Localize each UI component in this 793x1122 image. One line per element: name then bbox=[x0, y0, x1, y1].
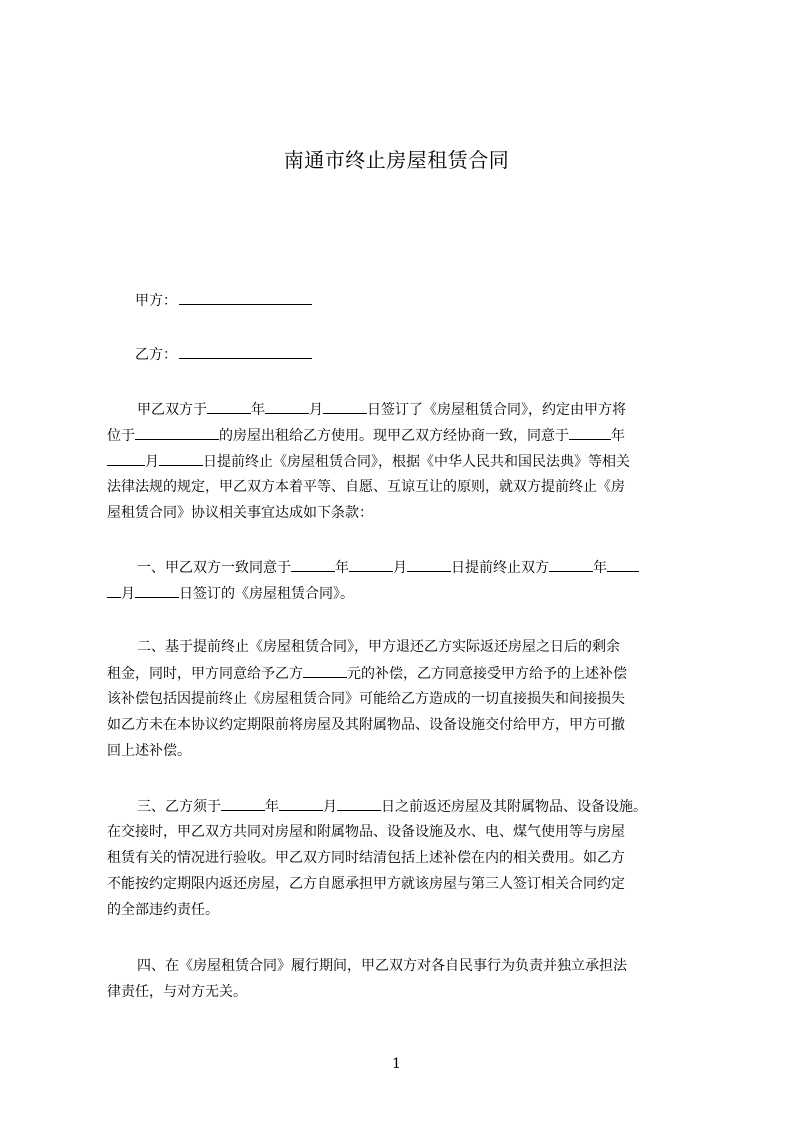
preamble-line-2 bbox=[107, 425, 707, 446]
text: 年 bbox=[611, 428, 625, 444]
month-blank bbox=[265, 399, 309, 414]
text: 日提前终止《房屋租赁合同》，根据《中华人民共和国民法典》等相关 bbox=[203, 454, 630, 470]
day-blank bbox=[407, 557, 451, 572]
day-blank bbox=[159, 451, 203, 466]
month-blank bbox=[607, 557, 639, 572]
party-b-blank bbox=[179, 344, 312, 359]
amount-blank bbox=[303, 663, 347, 678]
text: 日之前返还房屋及其附属物品、设备设施。 bbox=[381, 799, 647, 815]
clause-3-line-2: 在交接时，甲乙双方共同对房屋和附属物品、设备设施及水、电、煤气使用等与房屋 bbox=[107, 824, 625, 840]
text: 日签订的《房屋租赁合同》。 bbox=[179, 586, 354, 602]
year-blank bbox=[569, 425, 611, 440]
preamble-line-4: 法律法规的规定，甲乙双方本着平等、自愿、互谅互让的原则，就双方提前终止《房 bbox=[107, 479, 625, 495]
year-blank bbox=[291, 557, 335, 572]
preamble-line-3 bbox=[107, 451, 707, 472]
text: 月 bbox=[309, 402, 323, 418]
clause-4-line-1: 四、在《房屋租赁合同》履行期间，甲乙双方对各自民事行为负责并独立承担法 bbox=[137, 958, 627, 974]
month-blank bbox=[107, 451, 145, 466]
text: 元的补偿，乙方同意接受甲方给予的上述补偿 bbox=[347, 666, 627, 682]
day-blank bbox=[135, 583, 179, 598]
text: 年 bbox=[251, 402, 265, 418]
text: 三、乙方须于 bbox=[137, 799, 221, 815]
clause-3-line-4: 不能按约定期限内返还房屋，乙方自愿承担甲方就该房屋与第三人签订相关合同约定 bbox=[107, 876, 625, 892]
clause-1-line-2 bbox=[107, 583, 707, 604]
text: 日提前终止双方 bbox=[451, 560, 549, 576]
day-blank bbox=[323, 399, 367, 414]
text: 位于 bbox=[107, 428, 135, 444]
text: 月 bbox=[323, 799, 337, 815]
text: 的房屋出租给乙方使用。现甲乙双方经协商一致，同意于 bbox=[219, 428, 569, 444]
month-blank bbox=[349, 557, 393, 572]
party-a-line bbox=[135, 290, 312, 311]
clause-2-line-5: 回上述补偿。 bbox=[107, 743, 191, 759]
year-blank bbox=[207, 399, 251, 414]
text: 月 bbox=[145, 454, 159, 470]
clause-3-line-1 bbox=[137, 796, 707, 817]
clause-3-line-5: 的全部违约责任。 bbox=[107, 902, 219, 918]
text: 日签订了《房屋租赁合同》，约定由甲方将 bbox=[367, 402, 626, 418]
party-b-label: 乙方： bbox=[135, 347, 177, 363]
clause-2-line-2 bbox=[107, 663, 707, 684]
text: 年 bbox=[335, 560, 349, 576]
text: 月 bbox=[121, 586, 135, 602]
month-blank bbox=[107, 583, 121, 598]
text: 甲乙双方于 bbox=[137, 402, 207, 418]
text: 年 bbox=[593, 560, 607, 576]
clause-2-line-1: 二、基于提前终止《房屋租赁合同》，甲方退还乙方实际返还房屋之日后的剩余 bbox=[137, 639, 620, 655]
clause-3-line-3: 租赁有关的情况进行验收。甲乙双方同时结清包括上述补偿在内的相关费用。如乙方 bbox=[107, 850, 625, 866]
clause-4-line-2: 律责任，与对方无关。 bbox=[107, 984, 247, 1000]
text: 一、甲乙双方一致同意于 bbox=[137, 560, 291, 576]
preamble-line-5: 屋租赁合同》协议相关事宜达成如下条款： bbox=[107, 505, 373, 521]
clause-2-line-3: 该补偿包括因提前终止《房屋租赁合同》可能给乙方造成的一切直接损失和间接损失 bbox=[107, 691, 625, 707]
party-a-label: 甲方： bbox=[135, 293, 177, 309]
clause-2-line-4: 如乙方未在本协议约定期限前将房屋及其附属物品、设备设施交付给甲方，甲方可撤 bbox=[107, 717, 625, 733]
year-blank bbox=[221, 796, 265, 811]
address-blank bbox=[135, 425, 219, 440]
text: 年 bbox=[265, 799, 279, 815]
year-blank bbox=[549, 557, 593, 572]
day-blank bbox=[337, 796, 381, 811]
page-number: 1 bbox=[392, 1056, 401, 1072]
text: 月 bbox=[393, 560, 407, 576]
party-b-line bbox=[135, 344, 312, 365]
party-a-blank bbox=[179, 290, 312, 305]
preamble-line-1 bbox=[137, 399, 707, 420]
month-blank bbox=[279, 796, 323, 811]
document-title: 南通市终止房屋租赁合同 bbox=[283, 148, 510, 172]
clause-1-line-1 bbox=[137, 557, 707, 578]
text: 租金，同时，甲方同意给予乙方 bbox=[107, 666, 303, 682]
